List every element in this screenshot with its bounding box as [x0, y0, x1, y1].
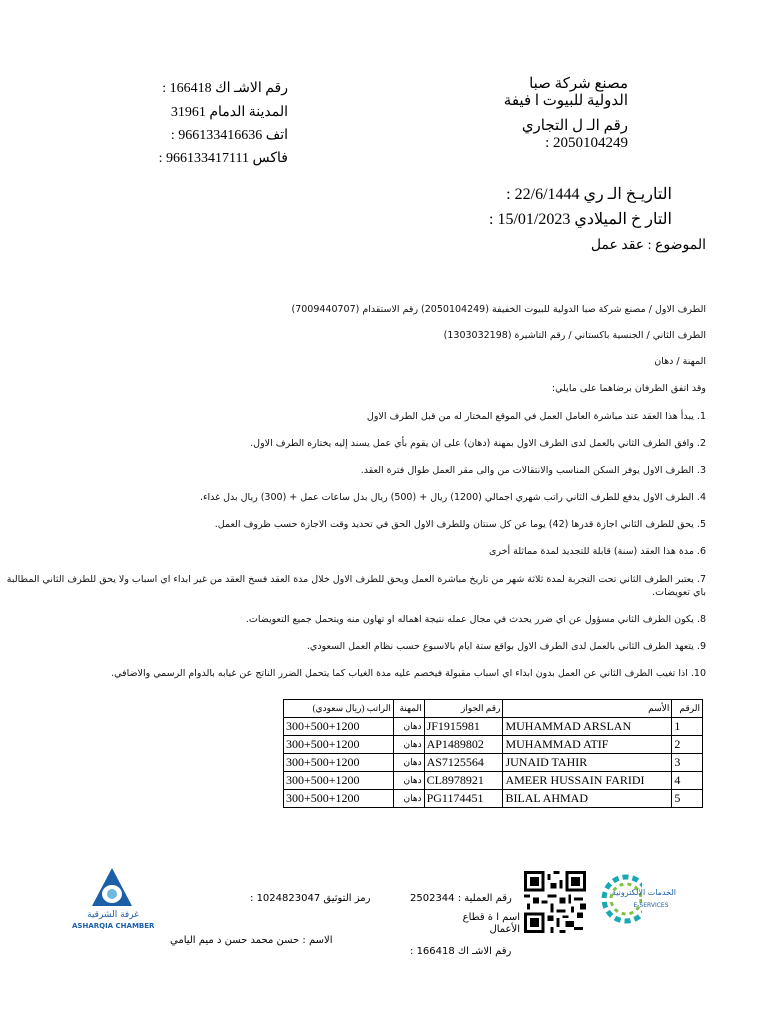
cell-passport: JF1915981: [424, 718, 503, 736]
subject: الموضوع : عقد عمل: [590, 238, 706, 253]
qr-code: [524, 871, 586, 933]
table-header-row: [284, 700, 703, 718]
cell-job: دهان: [393, 718, 424, 736]
table-row: [284, 718, 703, 736]
second-party: الطرف الثاني / الجنسية باكستاني / رقم التاشيرة (1303032198): [443, 330, 706, 341]
qr-code-icon: [524, 871, 586, 933]
cell-passport: PG1174451: [424, 790, 503, 808]
eservices-logo-icon: [596, 866, 642, 932]
header-passport: رقم الجواز: [424, 700, 503, 718]
cell-name: JUNAID TAHIR: [503, 754, 672, 772]
table-row: [284, 772, 703, 790]
clause-10: 10. اذا تغيب الطرف الثاني عن العمل بدون ابداء اي اسباب مقبولة فيخصم عليه مدة الغياب كما يتحمل الضرر الناتج عن غيابه بالدوام الرسمي والاضافي.: [111, 668, 706, 679]
cell-job: دهان: [393, 754, 424, 772]
authentication-code: رمز التوثيق 1024823047 :: [250, 893, 371, 904]
chamber-logo: [72, 866, 155, 936]
eservices-name-en: E-SERVICES: [633, 902, 669, 909]
cell-number: 2: [672, 736, 703, 754]
fax-number: فاكس 966133417111 :: [158, 151, 288, 166]
phone-number: اتف 966133416636 :: [170, 128, 288, 143]
cell-number: 1: [672, 718, 703, 736]
chamber-logo-icon: [72, 866, 152, 912]
cell-name: MUHAMMAD ATIF: [503, 736, 672, 754]
clause-7: 7. يعتبر الطرف الثاني تحت التجربة لمدة ثلاثة شهر من تاريخ مباشرة العمل ويحق للطرف الاول خلال مدة العقد فسخ العقد من غير ابداء اي اسباب ولا يحق للطرف الثاني المطالبة باي تعويضات.: [6, 574, 706, 598]
header-salary: الراتب (ريال سعودي): [284, 700, 394, 718]
clause-5: 5. يحق للطرف الثاني اجازة قدرها (42) يوما عن كل سنتان وللطرف الاول الحق في تحديد وقت الاجازة حسب ظروف العمل.: [214, 519, 706, 530]
city: المدينة الدمام 31961: [170, 105, 288, 120]
clause-3: 3. الطرف الاول يوفر السكن المناسب والانتقالات من والى مقر العمل طوال فترة العقد.: [360, 465, 706, 476]
clause-8: 8. يكون الطرف الثاني مسؤول عن اي ضرر يحدث في مجال عمله نتيجة اهماله او تهاون منه ويتحمل جميع التعويضات.: [245, 614, 706, 625]
hijri-date: التاريـخ الـ ري 22/6/1444 :: [506, 186, 672, 203]
cell-job: دهان: [393, 736, 424, 754]
cell-job: دهان: [393, 772, 424, 790]
first-party: الطرف الاول / مصنع شركة صبا الدولية للبيوت الخفيفة (2050104249) رقم الاستقدام (7009440707): [291, 304, 706, 315]
agreement-intro: وقد اتفق الطرفان برضاهما على مايلي:: [551, 383, 706, 394]
clause-1: 1. يبدأ هذا العقد عند مباشرة العامل العمل في الموقع المختار له من قبل الطرف الاول: [366, 411, 706, 422]
cell-salary: 300+500+1200: [284, 736, 394, 754]
eservices-logo: [596, 866, 676, 936]
cell-number: 5: [672, 790, 703, 808]
header-job: المهنة: [393, 700, 424, 718]
gregorian-date: التار خ الميلادي 15/01/2023 :: [488, 211, 672, 228]
workers-table: [283, 699, 703, 808]
header-number: الرقم: [672, 700, 703, 718]
clause-2: 2. وافق الطرف الثاني بالعمل لدى الطرف الاول بمهنة (دهان) على ان يقوم بأي عمل يسند إليه يختاره الطرف الاول.: [250, 438, 706, 449]
sector-name: اسم ا ة قطاع الأعمال: [462, 912, 520, 935]
chamber-name-ar: غرفة الشرقية: [87, 910, 139, 920]
membership-number: رقم الاشـ اك 166418 :: [162, 81, 288, 96]
clause-9: 9. يتعهد الطرف الثاني بالعمل لدى الطرف الاول بواقع ستة ايام بالاسبوع حسب نظام العمل السعودي.: [306, 641, 706, 652]
operation-number: رقم العملية : 2502344: [410, 893, 512, 904]
cr-label: رقم الـ ل التجاري: [521, 118, 628, 134]
cell-number: 4: [672, 772, 703, 790]
cell-passport: CL8978921: [424, 772, 503, 790]
cell-job: دهان: [393, 790, 424, 808]
table-row: [284, 754, 703, 772]
cell-name: AMEER HUSSAIN FARIDI: [503, 772, 672, 790]
table-row: [284, 790, 703, 808]
cell-number: 3: [672, 754, 703, 772]
clause-6: 6. مدة هذا العقد (سنة) قابلة للتجديد لمدة مماثلة أخرى: [488, 546, 706, 557]
cell-salary: 300+500+1200: [284, 754, 394, 772]
table-row: [284, 736, 703, 754]
clause-4: 4. الطرف الاول يدفع للطرف الثاني راتب شهري اجمالي (1200) ريال + (500) ريال بدل ساعات عمل + (300) ريال بدل غداء.: [200, 492, 706, 503]
cell-name: MUHAMMAD ARSLAN: [503, 718, 672, 736]
cr-number: : 2050104249: [545, 135, 628, 151]
chamber-name-en: ASHARQIA CHAMBER: [72, 922, 155, 930]
cell-salary: 300+500+1200: [284, 718, 394, 736]
company-name-line1: مصنع شركة صبا: [529, 76, 628, 92]
header-name: الأسم: [503, 700, 672, 718]
cell-passport: AP1489802: [424, 736, 503, 754]
company-name-line2: الدولية للبيوت ا فيفة: [503, 93, 628, 109]
cell-passport: AS7125564: [424, 754, 503, 772]
signatory-name: الاسم : حسن محمد حسن د ميم اليامي: [170, 935, 333, 946]
eservices-name-ar: الخدمات الالكترونية: [611, 888, 676, 897]
footer-membership: رقم الاشـ اك 166418 :: [410, 946, 512, 957]
cell-salary: 300+500+1200: [284, 772, 394, 790]
cell-name: BILAL AHMAD: [503, 790, 672, 808]
profession: المهنة / دهان: [654, 356, 706, 367]
cell-salary: 300+500+1200: [284, 790, 394, 808]
